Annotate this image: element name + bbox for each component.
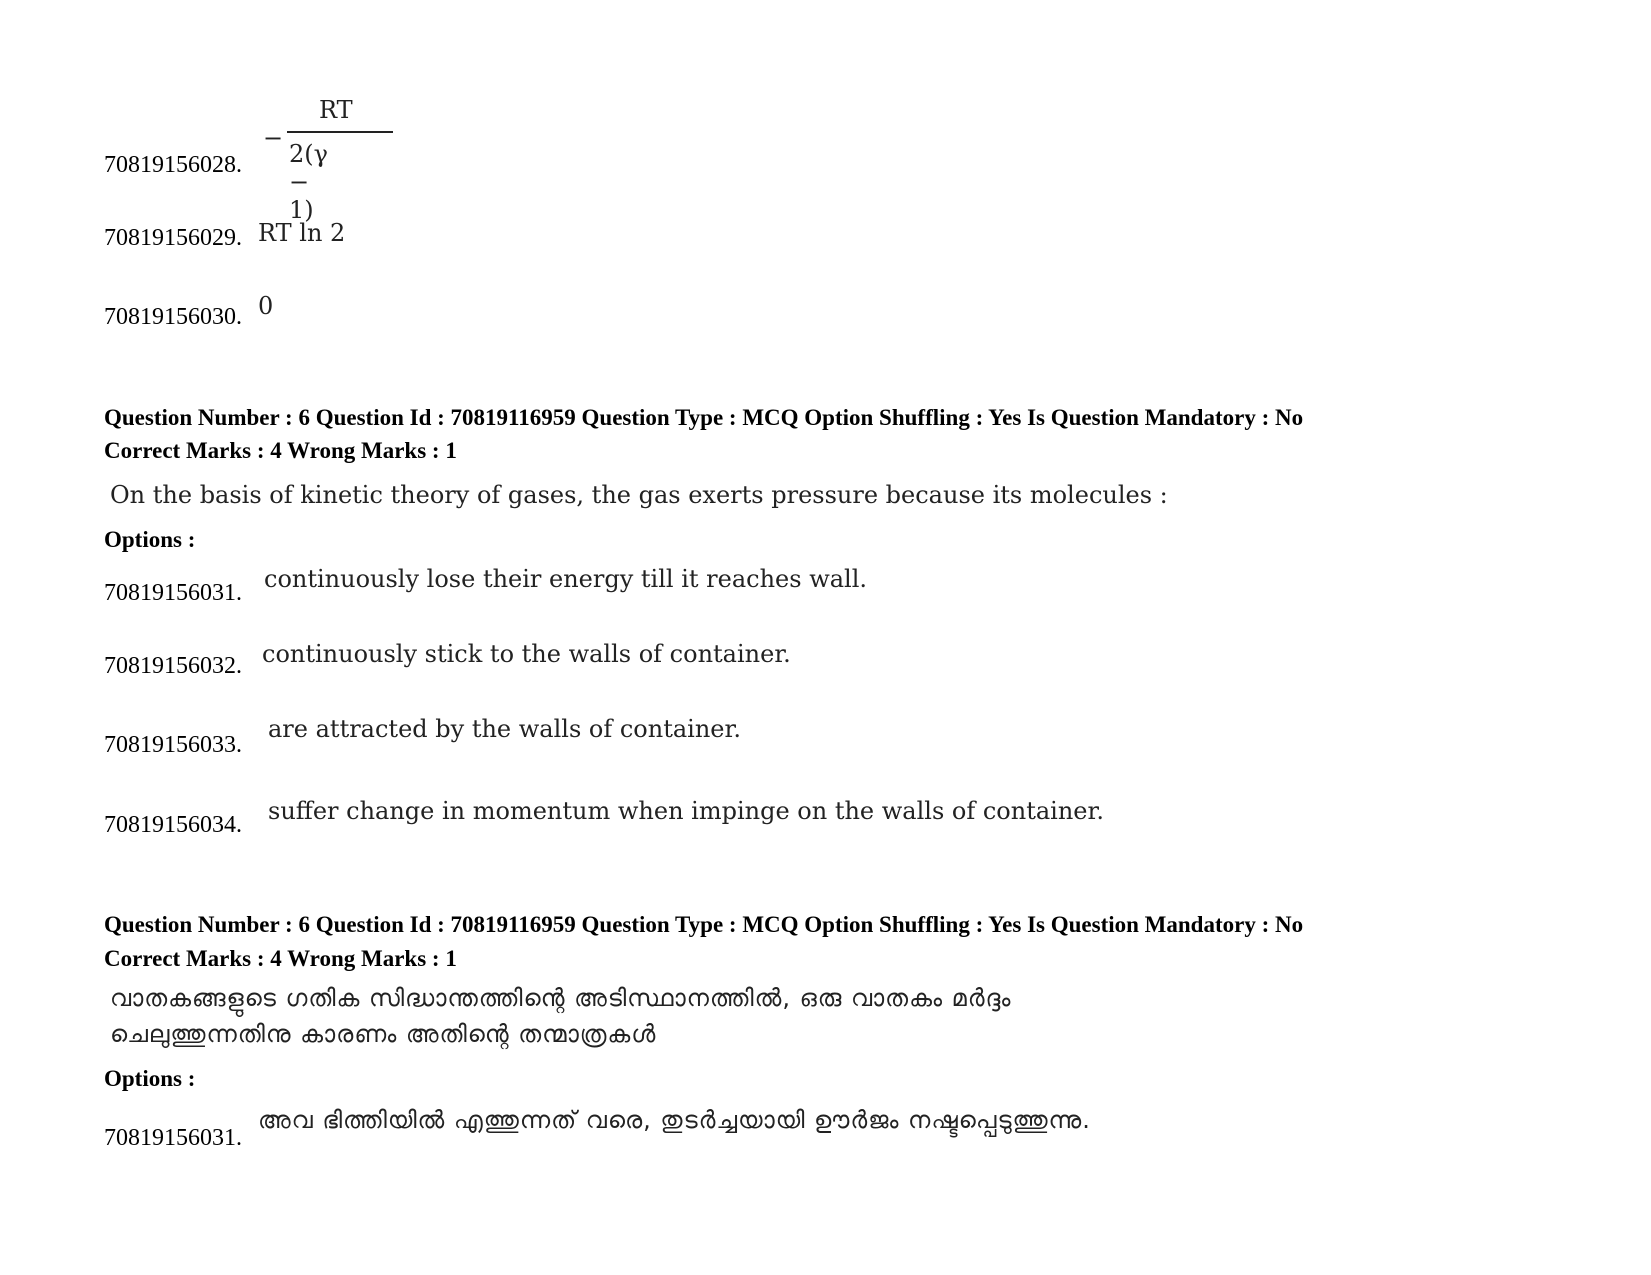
option-text: അവ ഭിത്തിയിൽ എത്തുന്നത് വരെ, തുടർച്ചയായി ഊർജം നഷ്ടപ്പെടുത്തുന്നു. — [258, 1106, 1091, 1134]
formula-denominator: 2(γ − 1) — [289, 140, 328, 224]
option-id: 70819156028. — [104, 152, 242, 178]
option-id: 70819156029. — [104, 225, 242, 251]
question-stem-line2: ചെലുത്തുന്നതിനു കാരണം അതിന്റെ തന്മാത്രകൾ — [110, 1020, 657, 1048]
option-id: 70819156031. — [104, 580, 242, 606]
option-text: suffer change in momentum when impinge on the walls of container. — [268, 797, 1104, 825]
question-stem: On the basis of kinetic theory of gases, the gas exerts pressure because its molecules : — [110, 481, 1168, 509]
option-text: RT ln 2 — [258, 219, 346, 247]
option-text: continuously lose their energy till it reaches wall. — [264, 565, 868, 593]
question-stem-line1: വാതകങ്ങളുടെ ഗതിക സിദ്ധാന്തത്തിന്റെ അടിസ്ഥാനത്തിൽ, ഒരു വാതകം മർദ്ദം — [110, 984, 1012, 1012]
option-id: 70819156030. — [104, 304, 242, 330]
option-text: continuously stick to the walls of container. — [262, 640, 791, 668]
option-text: 0 — [258, 292, 274, 320]
option-id: 70819156033. — [104, 732, 242, 758]
options-label: Options : — [104, 1066, 196, 1091]
formula-numerator: RT — [319, 96, 353, 124]
fraction-bar — [287, 131, 393, 133]
question-marks: Correct Marks : 4 Wrong Marks : 1 — [104, 438, 457, 463]
option-text: are attracted by the walls of container. — [268, 715, 741, 743]
formula-minus: − — [263, 124, 284, 152]
option-id: 70819156032. — [104, 653, 242, 679]
option-id: 70819156031. — [104, 1125, 242, 1151]
question-header: Question Number : 6 Question Id : 70819116959 Question Type : MCQ Option Shuffling : Yes Is Question Mandatory : No — [104, 405, 1304, 430]
question-marks: Correct Marks : 4 Wrong Marks : 1 — [104, 946, 457, 971]
option-id: 70819156034. — [104, 812, 242, 838]
options-label: Options : — [104, 527, 196, 552]
question-header: Question Number : 6 Question Id : 70819116959 Question Type : MCQ Option Shuffling : Yes Is Question Mandatory : No — [104, 912, 1304, 937]
